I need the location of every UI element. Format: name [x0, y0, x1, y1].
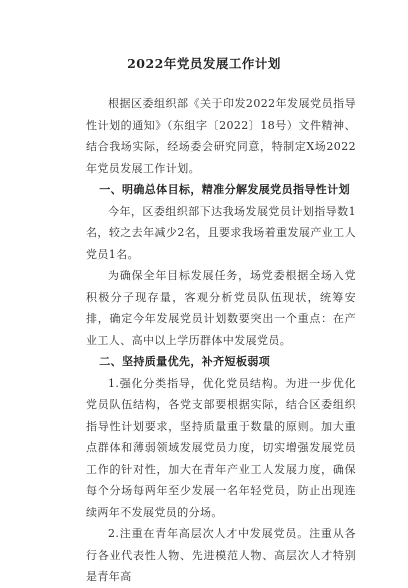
intro-paragraph: 根据区委组织部《关于印发2022年发展党员指导性计划的通知》（东组字〔2022〕18号）文件精神、结合我场实际，经场委会研究同意，特制定X场2022年党员发展工作计划。 — [86, 97, 356, 175]
section-heading-1: 一、明确总体目标，精准分解发展党员指导性计划 — [99, 183, 350, 196]
document-body — [86, 93, 356, 588]
section1-paragraph-1: 今年，区委组织部下达我场发展党员计划指导数1名，较之去年减少2名，且要求我场着重发展产业工人党员1名。 — [86, 204, 356, 261]
section2-paragraph-1: 1.强化分类指导，优化党员结构。为进一步优化党员队伍结构，各党支部要根据实际，结合区委组织指导性计划要求，坚持质量重于数量的原则。加大重点群体和薄弱领域发展党员力度，切实增强发展党员工作的针对性，加大在青年产业工人发展力度，确保每个分场每两年至少发展一名年轻党员，防止出现连续两年不发展党员的分场。 — [86, 376, 356, 519]
section-heading-2: 二、坚持质量优先，补齐短板弱项 — [99, 355, 271, 368]
section1-paragraph-2: 为确保全年目标发展任务，场党委根据全场入党积极分子现存量，客观分析党员队伍现状，统筹安排，确定今年发展党员计划数要突出一个重点：在产业工人、高中以上学历群体中发展党员。 — [86, 269, 356, 347]
section2-paragraph-2: 2.注重在青年高层次人才中发展党员。注重从各行各业代表性人物、先进模范人物、高层次人才特别是青年高 — [86, 527, 356, 583]
document-title: 2022年党员发展工作计划 — [127, 56, 281, 71]
